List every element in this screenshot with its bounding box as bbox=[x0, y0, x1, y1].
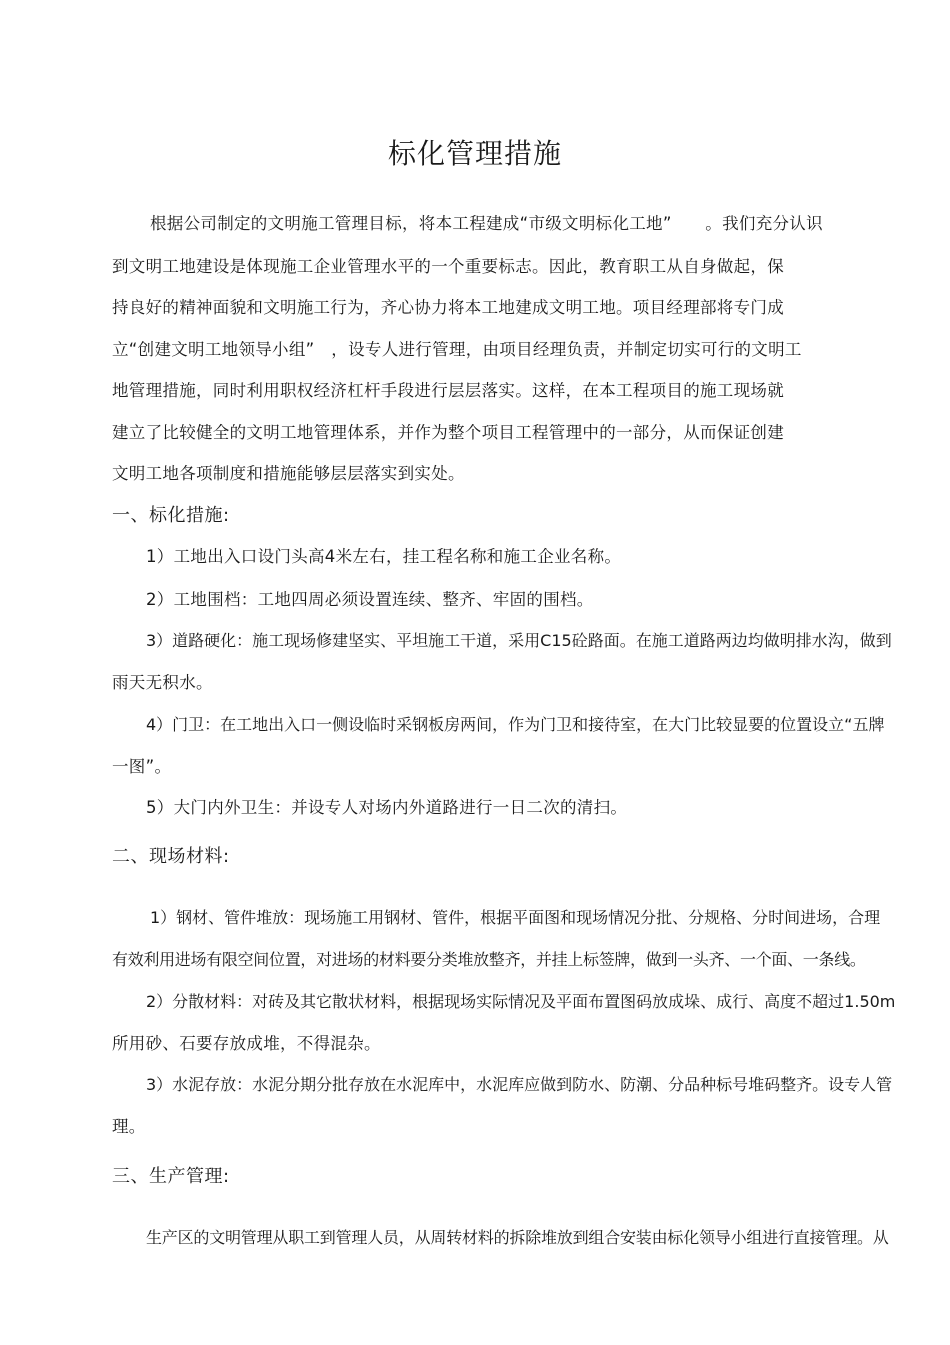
page-title: 标化管理措施 bbox=[387, 137, 562, 170]
list-item-continuation: 理。 bbox=[112, 1117, 146, 1136]
paragraph-line: 文明工地各项制度和措施能够层层落实到实处。 bbox=[112, 464, 465, 483]
section-heading: 三、生产管理: bbox=[112, 1166, 230, 1187]
list-item: 5）大门内外卫生：并设专人对场内外道路进行一日二次的清扫。 bbox=[146, 798, 628, 817]
list-item-continuation: 所用砂、石要存放成堆，不得混杂。 bbox=[112, 1034, 381, 1053]
list-item: 2）分散材料：对砖及其它散状材料，根据现场实际情况及平面布置图码放成垛、成行、高度不超过1.50m bbox=[146, 992, 896, 1011]
section-heading: 二、现场材料: bbox=[112, 846, 230, 867]
paragraph-line: 立“创建文明工地领导小组” ，设专人进行管理，由项目经理负责，并制定切实可行的文明工 bbox=[112, 340, 802, 359]
paragraph-line: 地管理措施，同时利用职权经济杠杆手段进行层层落实。这样，在本工程项目的施工现场就 bbox=[112, 381, 784, 400]
list-item-continuation: 一图”。 bbox=[112, 757, 172, 776]
paragraph-line: 根据公司制定的文明施工管理目标，将本工程建成“市级文明标化工地” 。我们充分认识 bbox=[150, 214, 823, 233]
section-heading: 一、标化措施: bbox=[112, 505, 230, 526]
list-item-continuation: 有效利用进场有限空间位置，对进场的材料要分类堆放整齐，并挂上标签牌，做到一头齐、一个面、一条线。 bbox=[112, 950, 866, 969]
paragraph-line: 生产区的文明管理从职工到管理人员，从周转材料的拆除堆放到组合安装由标化领导小组进行直接管理。从 bbox=[146, 1228, 889, 1247]
list-item: 1）钢材、管件堆放：现场施工用钢材、管件，根据平面图和现场情况分批、分规格、分时间进场，合理 bbox=[150, 908, 881, 927]
list-item: 3）水泥存放：水泥分期分批存放在水泥库中，水泥库应做到防水、防潮、分品种标号堆码整齐。设专人管 bbox=[146, 1075, 893, 1094]
list-item: 2）工地围档：工地四周必须设置连续、整齐、牢固的围档。 bbox=[146, 590, 594, 609]
list-item: 3）道路硬化：施工现场修建坚实、平坦施工干道，采用C15砼路面。在施工道路两边均做明排水沟，做到 bbox=[146, 631, 892, 650]
paragraph-line: 建立了比较健全的文明工地管理体系，并作为整个项目工程管理中的一部分，从而保证创建 bbox=[112, 423, 784, 442]
paragraph-line: 到文明工地建设是体现施工企业管理水平的一个重要标志。因此，教育职工从自身做起，保 bbox=[112, 257, 784, 276]
paragraph-line: 持良好的精神面貌和文明施工行为，齐心协力将本工地建成文明工地。项目经理部将专门成 bbox=[112, 298, 784, 317]
list-item: 4）门卫：在工地出入口一侧设临时采钢板房两间，作为门卫和接待室，在大门比较显要的位置设立“五牌 bbox=[146, 715, 885, 734]
list-item-continuation: 雨天无积水。 bbox=[112, 673, 213, 692]
list-item: 1）工地出入口设门头高4米左右，挂工程名称和施工企业名称。 bbox=[146, 547, 622, 566]
